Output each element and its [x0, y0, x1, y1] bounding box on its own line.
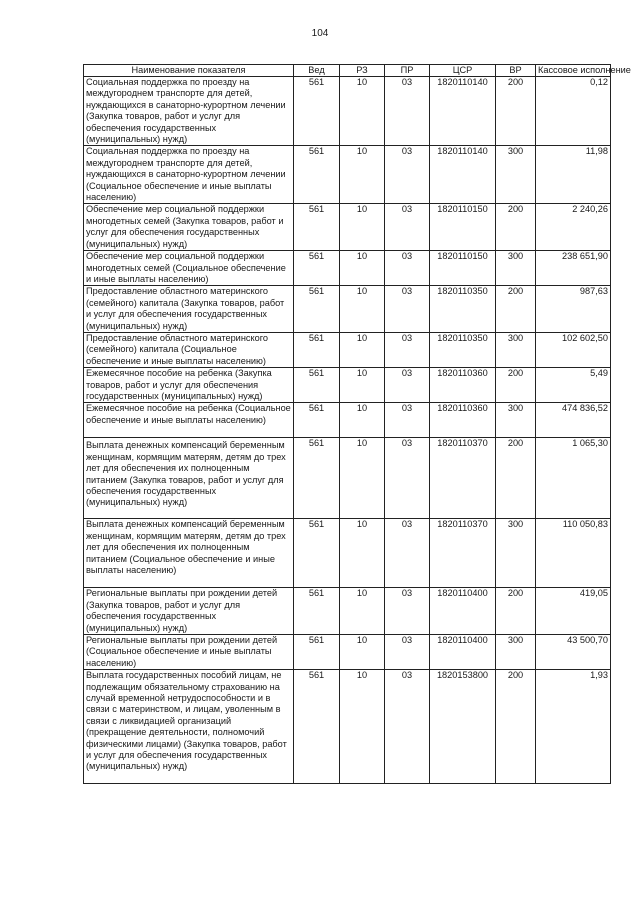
cell-rz: 10	[340, 635, 385, 670]
cell-amount: 110 050,83	[536, 519, 611, 588]
cell-ved: 561	[294, 438, 340, 519]
header-ved: Вед	[294, 65, 340, 77]
cell-csr: 1820110350	[430, 286, 496, 333]
cell-name: Ежемесячное пособие на ребенка (Закупка товаров, работ и услуг для обеспечения государственных (муниципальных) нужд)	[84, 368, 294, 403]
cell-name: Обеспечение мер социальной поддержки многодетных семей (Закупка товаров, работ и услуг для обеспечения государственных (муниципальных) нужд)	[84, 204, 294, 251]
cell-ved: 561	[294, 204, 340, 251]
cell-ved: 561	[294, 251, 340, 286]
cell-pr: 03	[385, 286, 430, 333]
cell-name: Региональные выплаты при рождении детей (Социальное обеспечение и иные выплаты населению)	[84, 635, 294, 670]
cell-vr: 300	[496, 635, 536, 670]
cell-rz: 10	[340, 146, 385, 204]
cell-name	[84, 438, 294, 519]
cell-amount: 474 836,52	[536, 403, 611, 438]
cell-ved: 561	[294, 146, 340, 204]
header-amount: Кассовое исполнение	[536, 65, 611, 77]
cell-pr: 03	[385, 332, 430, 367]
cell-name: Ежемесячное пособие на ребенка (Социальное обеспечение и иные выплаты населению)	[84, 403, 294, 438]
table-row	[84, 519, 611, 588]
cell-ved: 561	[294, 332, 340, 367]
cell-csr: 1820110360	[430, 403, 496, 438]
cell-vr: 200	[496, 588, 536, 635]
cell-amount: 0,12	[536, 77, 611, 146]
cell-ved: 561	[294, 403, 340, 438]
table-row	[84, 368, 611, 403]
cell-csr: 1820110370	[430, 438, 496, 519]
cell-vr: 300	[496, 251, 536, 286]
cell-rz: 10	[340, 403, 385, 438]
table-row	[84, 332, 611, 367]
table-row	[84, 77, 611, 146]
cell-name: Региональные выплаты при рождении детей (Закупка товаров, работ и услуг для обеспечения государственных (муниципальных) нужд)	[84, 588, 294, 635]
cell-pr: 03	[385, 635, 430, 670]
cell-rz: 10	[340, 332, 385, 367]
cell-pr: 03	[385, 146, 430, 204]
cell-amount: 102 602,50	[536, 332, 611, 367]
cell-csr: 1820110150	[430, 251, 496, 286]
cell-csr: 1820110400	[430, 588, 496, 635]
cell-amount: 1,93	[536, 670, 611, 784]
cell-csr: 1820110140	[430, 146, 496, 204]
header-vr: ВР	[496, 65, 536, 77]
cell-rz: 10	[340, 204, 385, 251]
cell-rz: 10	[340, 251, 385, 286]
cell-pr: 03	[385, 368, 430, 403]
cell-pr: 03	[385, 519, 430, 588]
table-row	[84, 251, 611, 286]
cell-rz: 10	[340, 588, 385, 635]
table-row	[84, 403, 611, 438]
table-row	[84, 146, 611, 204]
header-rz: РЗ	[340, 65, 385, 77]
cell-name: Социальная поддержка по проезду на междугороднем транспорте для детей, нуждающихся в санаторно-курортном лечении (Социальное обеспечение и иные выплаты населению)	[84, 146, 294, 204]
cell-name: Выплата государственных пособий лицам, не подлежащим обязательному страхованию на случай временной нетрудоспособности и в связи с материнством, и лицам, уволенным в связи с ликвидацией организаций (прекращение деятельности, полномочий физическими лицами) (Закупка товаров, работ и услуг для обеспечения государственных (муниципальных) нужд)	[84, 670, 294, 784]
cell-ved: 561	[294, 77, 340, 146]
cell-vr: 300	[496, 332, 536, 367]
cell-pr: 03	[385, 670, 430, 784]
cell-amount: 1 065,30	[536, 438, 611, 519]
cell-csr: 1820110150	[430, 204, 496, 251]
cell-rz: 10	[340, 286, 385, 333]
table-row	[84, 286, 611, 333]
cell-rz: 10	[340, 670, 385, 784]
cell-amount: 238 651,90	[536, 251, 611, 286]
cell-vr: 300	[496, 403, 536, 438]
cell-csr: 1820153800	[430, 670, 496, 784]
cell-amount: 5,49	[536, 368, 611, 403]
cell-rz: 10	[340, 519, 385, 588]
cell-csr: 1820110140	[430, 77, 496, 146]
cell-csr: 1820110400	[430, 635, 496, 670]
cell-name: Предоставление областного материнского (семейного) капитала (Социальное обеспечение и иные выплаты населению)	[84, 332, 294, 367]
cell-pr: 03	[385, 251, 430, 286]
cell-ved: 561	[294, 519, 340, 588]
cell-vr: 300	[496, 519, 536, 588]
cell-name: Обеспечение мер социальной поддержки многодетных семей (Социальное обеспечение и иные выплаты населению)	[84, 251, 294, 286]
table-row	[84, 635, 611, 670]
cell-amount: 11,98	[536, 146, 611, 204]
cell-ved: 561	[294, 368, 340, 403]
cell-amount: 987,63	[536, 286, 611, 333]
header-csr: ЦСР	[430, 65, 496, 77]
cell-ved: 561	[294, 588, 340, 635]
cell-vr: 200	[496, 77, 536, 146]
cell-ved: 561	[294, 670, 340, 784]
table-row	[84, 204, 611, 251]
cell-amount: 43 500,70	[536, 635, 611, 670]
table-header-row	[84, 65, 611, 77]
cell-ved: 561	[294, 286, 340, 333]
cell-ved: 561	[294, 635, 340, 670]
table-row	[84, 588, 611, 635]
cell-rz: 10	[340, 77, 385, 146]
cell-pr: 03	[385, 77, 430, 146]
cell-rz: 10	[340, 368, 385, 403]
header-pr: ПР	[385, 65, 430, 77]
cell-csr: 1820110360	[430, 368, 496, 403]
cell-pr: 03	[385, 403, 430, 438]
page-number: 104	[311, 28, 329, 39]
cell-vr: 200	[496, 670, 536, 784]
cell-vr: 200	[496, 286, 536, 333]
cell-vr: 200	[496, 204, 536, 251]
cell-pr: 03	[385, 588, 430, 635]
cell-vr: 200	[496, 438, 536, 519]
cell-pr: 03	[385, 204, 430, 251]
table-row	[84, 438, 611, 519]
cell-name: Социальная поддержка по проезду на междугороднем транспорте для детей, нуждающихся в санаторно-курортном лечении (Закупка товаров, работ и услуг для обеспечения государственных (муниципальных) нужд)	[84, 77, 294, 146]
cell-pr: 03	[385, 438, 430, 519]
cell-name: Предоставление областного материнского (семейного) капитала (Закупка товаров, работ и услуг для обеспечения государственных (муниципальных) нужд)	[84, 286, 294, 333]
header-name: Наименование показателя	[84, 65, 294, 77]
budget-execution-table	[83, 64, 631, 784]
cell-vr: 300	[496, 146, 536, 204]
cell-csr: 1820110350	[430, 332, 496, 367]
cell-rz: 10	[340, 438, 385, 519]
cell-name-text: Выплата денежных компенсаций беременным женщинам, кормящим матерям, детям до трех лет для обеспечения их полноценным питанием (Закупка товаров, работ и услуг для обеспечения государственных (муниципальных) нужд)	[86, 440, 286, 508]
cell-csr: 1820110370	[430, 519, 496, 588]
cell-amount: 2 240,26	[536, 204, 611, 251]
table-row	[84, 670, 611, 784]
cell-vr: 200	[496, 368, 536, 403]
cell-name: Выплата денежных компенсаций беременным женщинам, кормящим матерям, детям до трех лет для обеспечения их полноценным питанием (Социальное обеспечение и иные выплаты населению)	[84, 519, 294, 588]
cell-amount: 419,05	[536, 588, 611, 635]
